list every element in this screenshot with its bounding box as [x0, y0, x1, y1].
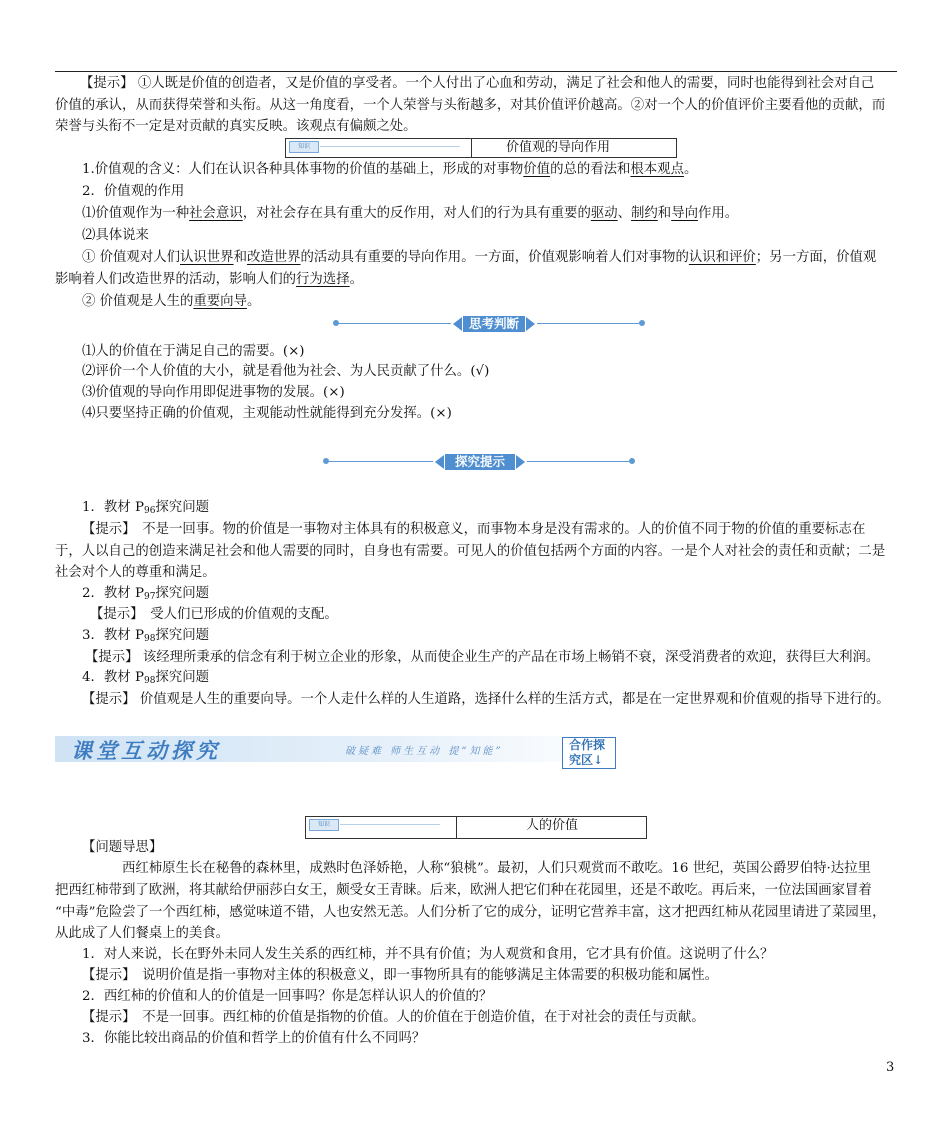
explore-hint-3: 【提示】 该经理所秉承的信念有利于树立企业的形象，从而使企业生产的产品在市场上畅销不衰，深受消费者的欢迎，获得巨大利润。	[85, 650, 880, 665]
banner-title: 课堂互动探究	[71, 738, 221, 763]
guide-question-1: 1．对人来说，长在野外未同人发生关系的西红柿，并不具有价值；为人观赏和食用，它才具有价值。这说明了什么？	[82, 947, 774, 962]
explore-hint-1-line-2: 于，人以自己的创造来满足社会和他人需要的同时，自身也有需要。可见人的价值包括两个方面的内容。一是个人对社会的责任和贡献；二是	[55, 544, 886, 559]
think-judge-header	[333, 316, 645, 332]
specifics-line-3: ② 价值观是人生的重要向导。	[82, 294, 261, 309]
explore-question-2: 2．教材 $P_{97}$探究问题	[82, 586, 209, 602]
guide-question-3: 3．你能比较出商品的价值和哲学上的价值有什么不同吗？	[82, 1031, 426, 1046]
specifics-line-1: ① 价值观对人们认识世界和改造世界的活动具有重要的导向作用。一方面，价值观影响着人们对事物的认识和评价；另一方面，价值观	[82, 250, 877, 265]
header-line-right	[537, 323, 639, 324]
explore-question-3: 3．教材 $P_{98}$探究问题	[82, 628, 209, 644]
explore-hint-4: 【提示】 价值观是人生的重要向导。一个人走什么样的人生道路，选择什么样的生活方式，都是在一定世界观和价值观的指导下进行的。	[82, 692, 890, 707]
topic-box-label: 人的价值	[526, 818, 579, 833]
section-banner	[55, 736, 620, 762]
header-arrow-left-icon	[435, 455, 444, 469]
topic-box-human-value	[305, 816, 647, 839]
cooperation-badge	[562, 737, 616, 769]
header-arrow-right-icon	[526, 317, 535, 331]
specifics-line-2: 影响着人们改造世界的活动，影响人们的行为选择。	[55, 272, 363, 287]
box-divider	[456, 817, 457, 838]
topic-box-label: 价值观的导向作用	[506, 140, 611, 155]
story-line-4: 从此成了人们餐桌上的美食。	[55, 926, 230, 941]
top-rule	[55, 71, 897, 72]
judge-item: ⑴人的价值在于满足自己的需要。(×)	[82, 344, 305, 359]
think-judge-title: 思考判断	[463, 316, 525, 332]
topic-tag-icon: 知识	[309, 819, 339, 831]
tag-arrow-line	[320, 146, 460, 147]
badge-line-2: 究区↓	[569, 753, 604, 767]
explore-question-4: 4．教材 $P_{98}$探究问题	[82, 670, 209, 686]
header-dot-right	[639, 320, 645, 326]
guide-answer-2: 【提示】 不是一回事。西红柿的价值是指物的价值。人的价值在于创造价值，在于对社会的责任与贡献。	[82, 1010, 705, 1025]
guide-answer-1: 【提示】 说明价值是指一事物对主体的积极意义，即一事物所具有的能够满足主体需要的积极功能和属性。	[82, 968, 719, 983]
explore-hint-header	[323, 454, 635, 470]
hint-line-1: 【提示】 ①人既是价值的创造者，又是价值的享受者。一个人付出了心血和劳动，满足了社会和他人的需要，同时也能得到社会对自己	[80, 76, 875, 91]
explore-question-1: 1．教材 $P_{96}$探究问题	[82, 500, 209, 516]
explore-hint-1-line-1: 【提示】 不是一回事。物的价值是一事物对主体具有的积极意义，而事物本身是没有需求的。人的价值不同于物的价值的重要标志在	[82, 522, 866, 537]
hint-line-3: 荣誉与头衔不一定是对贡献的真实反映。该观点有偏颇之处。	[55, 119, 417, 134]
guide-heading: 【问题导思】	[82, 840, 163, 855]
topic-tag-icon: 知识	[289, 141, 319, 153]
judge-item: ⑷只要坚持正确的价值观，主观能动性就能得到充分发挥。(×)	[82, 406, 452, 421]
explore-hint-1-line-3: 社会对个人的尊重和满足。	[55, 565, 216, 580]
judge-item: ⑶价值观的导向作用即促进事物的发展。(×)	[82, 385, 345, 400]
header-line-left	[329, 461, 433, 462]
story-line-1: 西红柿原生长在秘鲁的森林里，成熟时色泽娇艳，人称“狼桃”。最初，人们只观赏而不敢吃。16 世纪，英国公爵罗伯特·达拉里	[122, 861, 871, 876]
guide-question-2: 2．西红柿的价值和人的价值是一回事吗？你是怎样认识人的价值的？	[82, 989, 493, 1004]
judge-item: ⑵评价一个人价值的大小，就是看他为社会、为人民贡献了什么。(√)	[82, 364, 490, 379]
story-line-3: “中毒”危险尝了一个西红柿，感觉味道不错，人也安然无恙。人们分析了它的成分，证明它营养丰富，这才把西红柿从花园里请进了菜园里，	[55, 905, 886, 920]
tag-arrow-line	[340, 824, 440, 825]
box-divider	[471, 139, 472, 157]
header-arrow-right-icon	[516, 455, 525, 469]
explore-hint-2: 【提示】 受人们已形成的价值观的支配。	[90, 607, 338, 622]
header-line-right	[527, 461, 629, 462]
role-heading: 2．价值观的作用	[82, 184, 185, 199]
hint-line-2: 价值的承认，从而获得荣誉和头衔。从这一角度看，一个人荣誉与头衔越多，对其价值评价越高。②对一个人的价值评价主要看他的贡献，而	[55, 98, 886, 113]
story-line-2: 把西红柿带到了欧洲，将其献给伊丽莎白女王，颇受女王青睐。后来，欧洲人把它们种在花园里，还是不敢吃。再后来，一位法国画家冒着	[55, 883, 872, 898]
specifics-heading: ⑵具体说来	[82, 228, 149, 243]
role-line-1: ⑴价值观作为一种社会意识，对社会存在具有重大的反作用，对人们的行为具有重要的驱动、制约和导向作用。	[82, 206, 739, 221]
badge-line-1: 合作探	[569, 738, 606, 752]
definition-line: 1.价值观的含义：人们在认识各种具体事物的价值的基础上，形成的对事物价值的总的看法和根本观点。	[82, 162, 698, 177]
banner-subtitle: 破疑难 师生互动 提“知能”	[345, 746, 504, 757]
topic-box-value-guidance	[285, 138, 677, 158]
explore-hint-title: 探究提示	[445, 454, 515, 470]
header-dot-right	[629, 458, 635, 464]
header-arrow-left-icon	[453, 317, 462, 331]
header-line-left	[339, 323, 451, 324]
page-number: 3	[886, 1060, 895, 1075]
